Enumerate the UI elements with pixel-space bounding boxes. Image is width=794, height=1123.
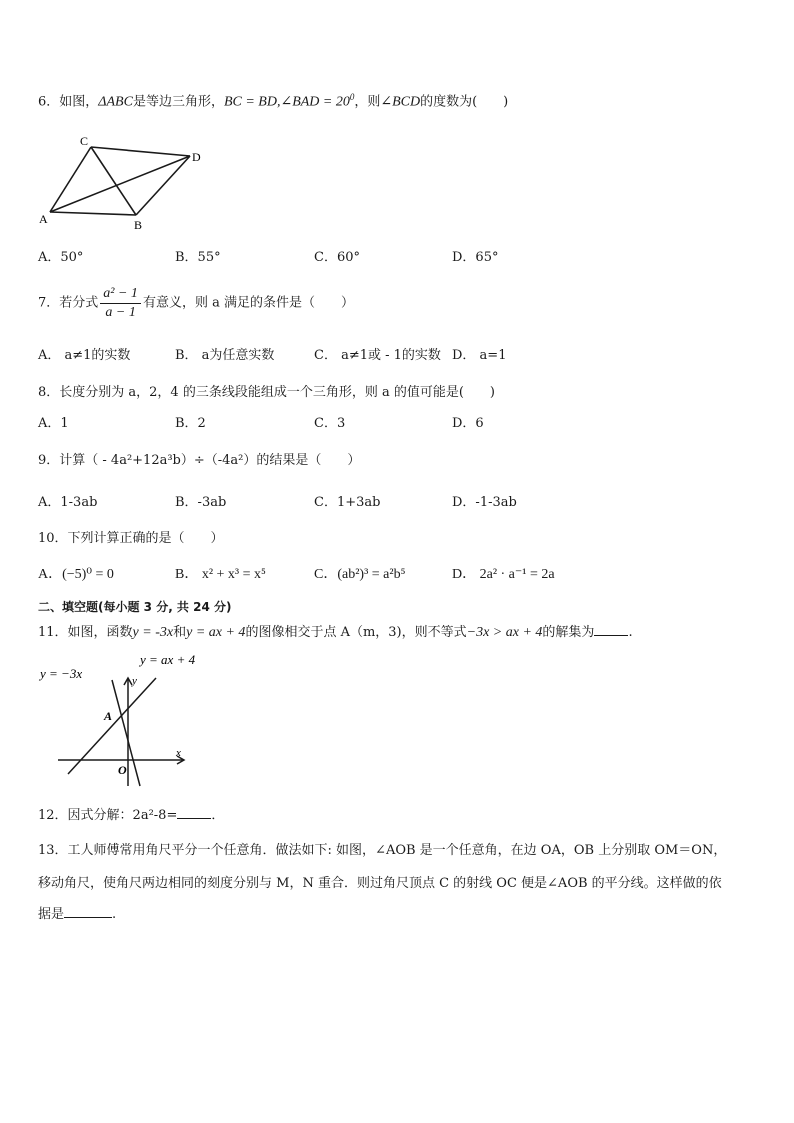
label-line2: y = ax + 4 xyxy=(140,652,196,667)
q8-option-d: D．6 xyxy=(452,416,484,431)
q9-option-b: B．-3ab xyxy=(175,495,227,510)
label-b: B xyxy=(134,218,143,232)
q6-option-c: C．60° xyxy=(314,250,360,265)
section-fill-in-blank-heading: 二、填空题(每小题 3 分, 共 24 分) xyxy=(38,600,232,614)
label-x: x xyxy=(176,747,181,759)
segment-ad xyxy=(50,156,190,212)
q8-option-c: C．3 xyxy=(314,416,346,431)
q6-figure xyxy=(36,130,216,235)
question-12: 12．因式分解：2a²-8= ． xyxy=(38,808,225,823)
q9-option-c: C．1+3ab xyxy=(314,495,381,510)
question-11: 11．如图，函数y = -3x和y = ax + 4的图像相交于点 A（m，3)，则不等式−3x > ax + 4的解集为 . xyxy=(38,625,633,640)
label-y: y xyxy=(132,675,137,687)
label-d: D xyxy=(192,150,201,164)
q12-answer-blank xyxy=(177,806,211,819)
segment-cd xyxy=(91,147,190,156)
q8-option-a: A．1 xyxy=(38,416,69,431)
label-o: O xyxy=(118,763,127,777)
q10-option-b: B． x² + x³ = x⁵ xyxy=(175,567,266,582)
label-line1: y = −3x xyxy=(40,666,83,681)
q6-option-d: D．65° xyxy=(452,250,499,265)
label-a: A xyxy=(104,709,113,723)
q9-option-a: A．1-3ab xyxy=(38,495,98,510)
question-10: 10．下列计算正确的是（ ） xyxy=(38,531,224,546)
q6-option-a: A．50° xyxy=(38,250,84,265)
q11-answer-blank xyxy=(594,623,628,636)
q7-fraction: $\frac{\text{a² − 1}}{a - 1}$ xyxy=(100,285,141,322)
question-8: 8．长度分别为 a，2，4 的三条线段能组成一个三角形，则 a 的值可能是( ) xyxy=(38,385,495,400)
question-9: 9．计算（ - 4a²+12a³b）÷（-4a²）的结果是（ ） xyxy=(38,453,361,468)
q7-option-c: C． a≠1或 - 1的实数 xyxy=(314,348,441,363)
segment-ca xyxy=(50,147,91,212)
question-6: 6．如图，ΔABC是等边三角形，BC = BD,∠BAD = $20^0$，则∠BCD的度数为( ) xyxy=(38,92,509,110)
q7-option-d: D． a=1 xyxy=(452,348,507,363)
q10-option-a: A．(−5)⁰ = 0 xyxy=(38,567,114,582)
label-a: A xyxy=(39,212,48,226)
q10-option-c: C．(ab²)³ = a²b⁵ xyxy=(314,567,406,582)
q9-option-d: D．-1-3ab xyxy=(452,495,517,510)
q8-option-b: B．2 xyxy=(175,416,206,431)
question-13-line-3: 据是 . xyxy=(38,907,117,922)
q11-figure xyxy=(36,650,196,790)
q7-option-b: B． a为任意实数 xyxy=(175,348,275,363)
q13-answer-blank xyxy=(64,905,112,918)
q7-option-a: A． a≠1的实数 xyxy=(38,348,131,363)
q6-option-b: B．55° xyxy=(175,250,221,265)
label-c: C xyxy=(80,134,89,148)
q10-option-d: D． 2a² · a⁻¹ = 2a xyxy=(452,567,555,582)
question-13-line-1: 13．工人师傅常用角尺平分一个任意角．做法如下: 如图，∠AOB 是一个任意角，在边 OA，OB 上分别取 OM＝ON， xyxy=(38,843,727,858)
question-7: 7．若分式 $\frac{\text{a² − 1}}{a - 1}$ 有意义，则 a 满足的条件是（ ） xyxy=(38,286,354,320)
segment-bd xyxy=(136,156,190,215)
segment-ab xyxy=(50,212,136,215)
question-13-line-2: 移动角尺，使角尺两边相同的刻度分别与 M，N 重合．则过角尺顶点 C 的射线 OC 便是∠AOB 的平分线。这样做的依 xyxy=(38,876,722,891)
